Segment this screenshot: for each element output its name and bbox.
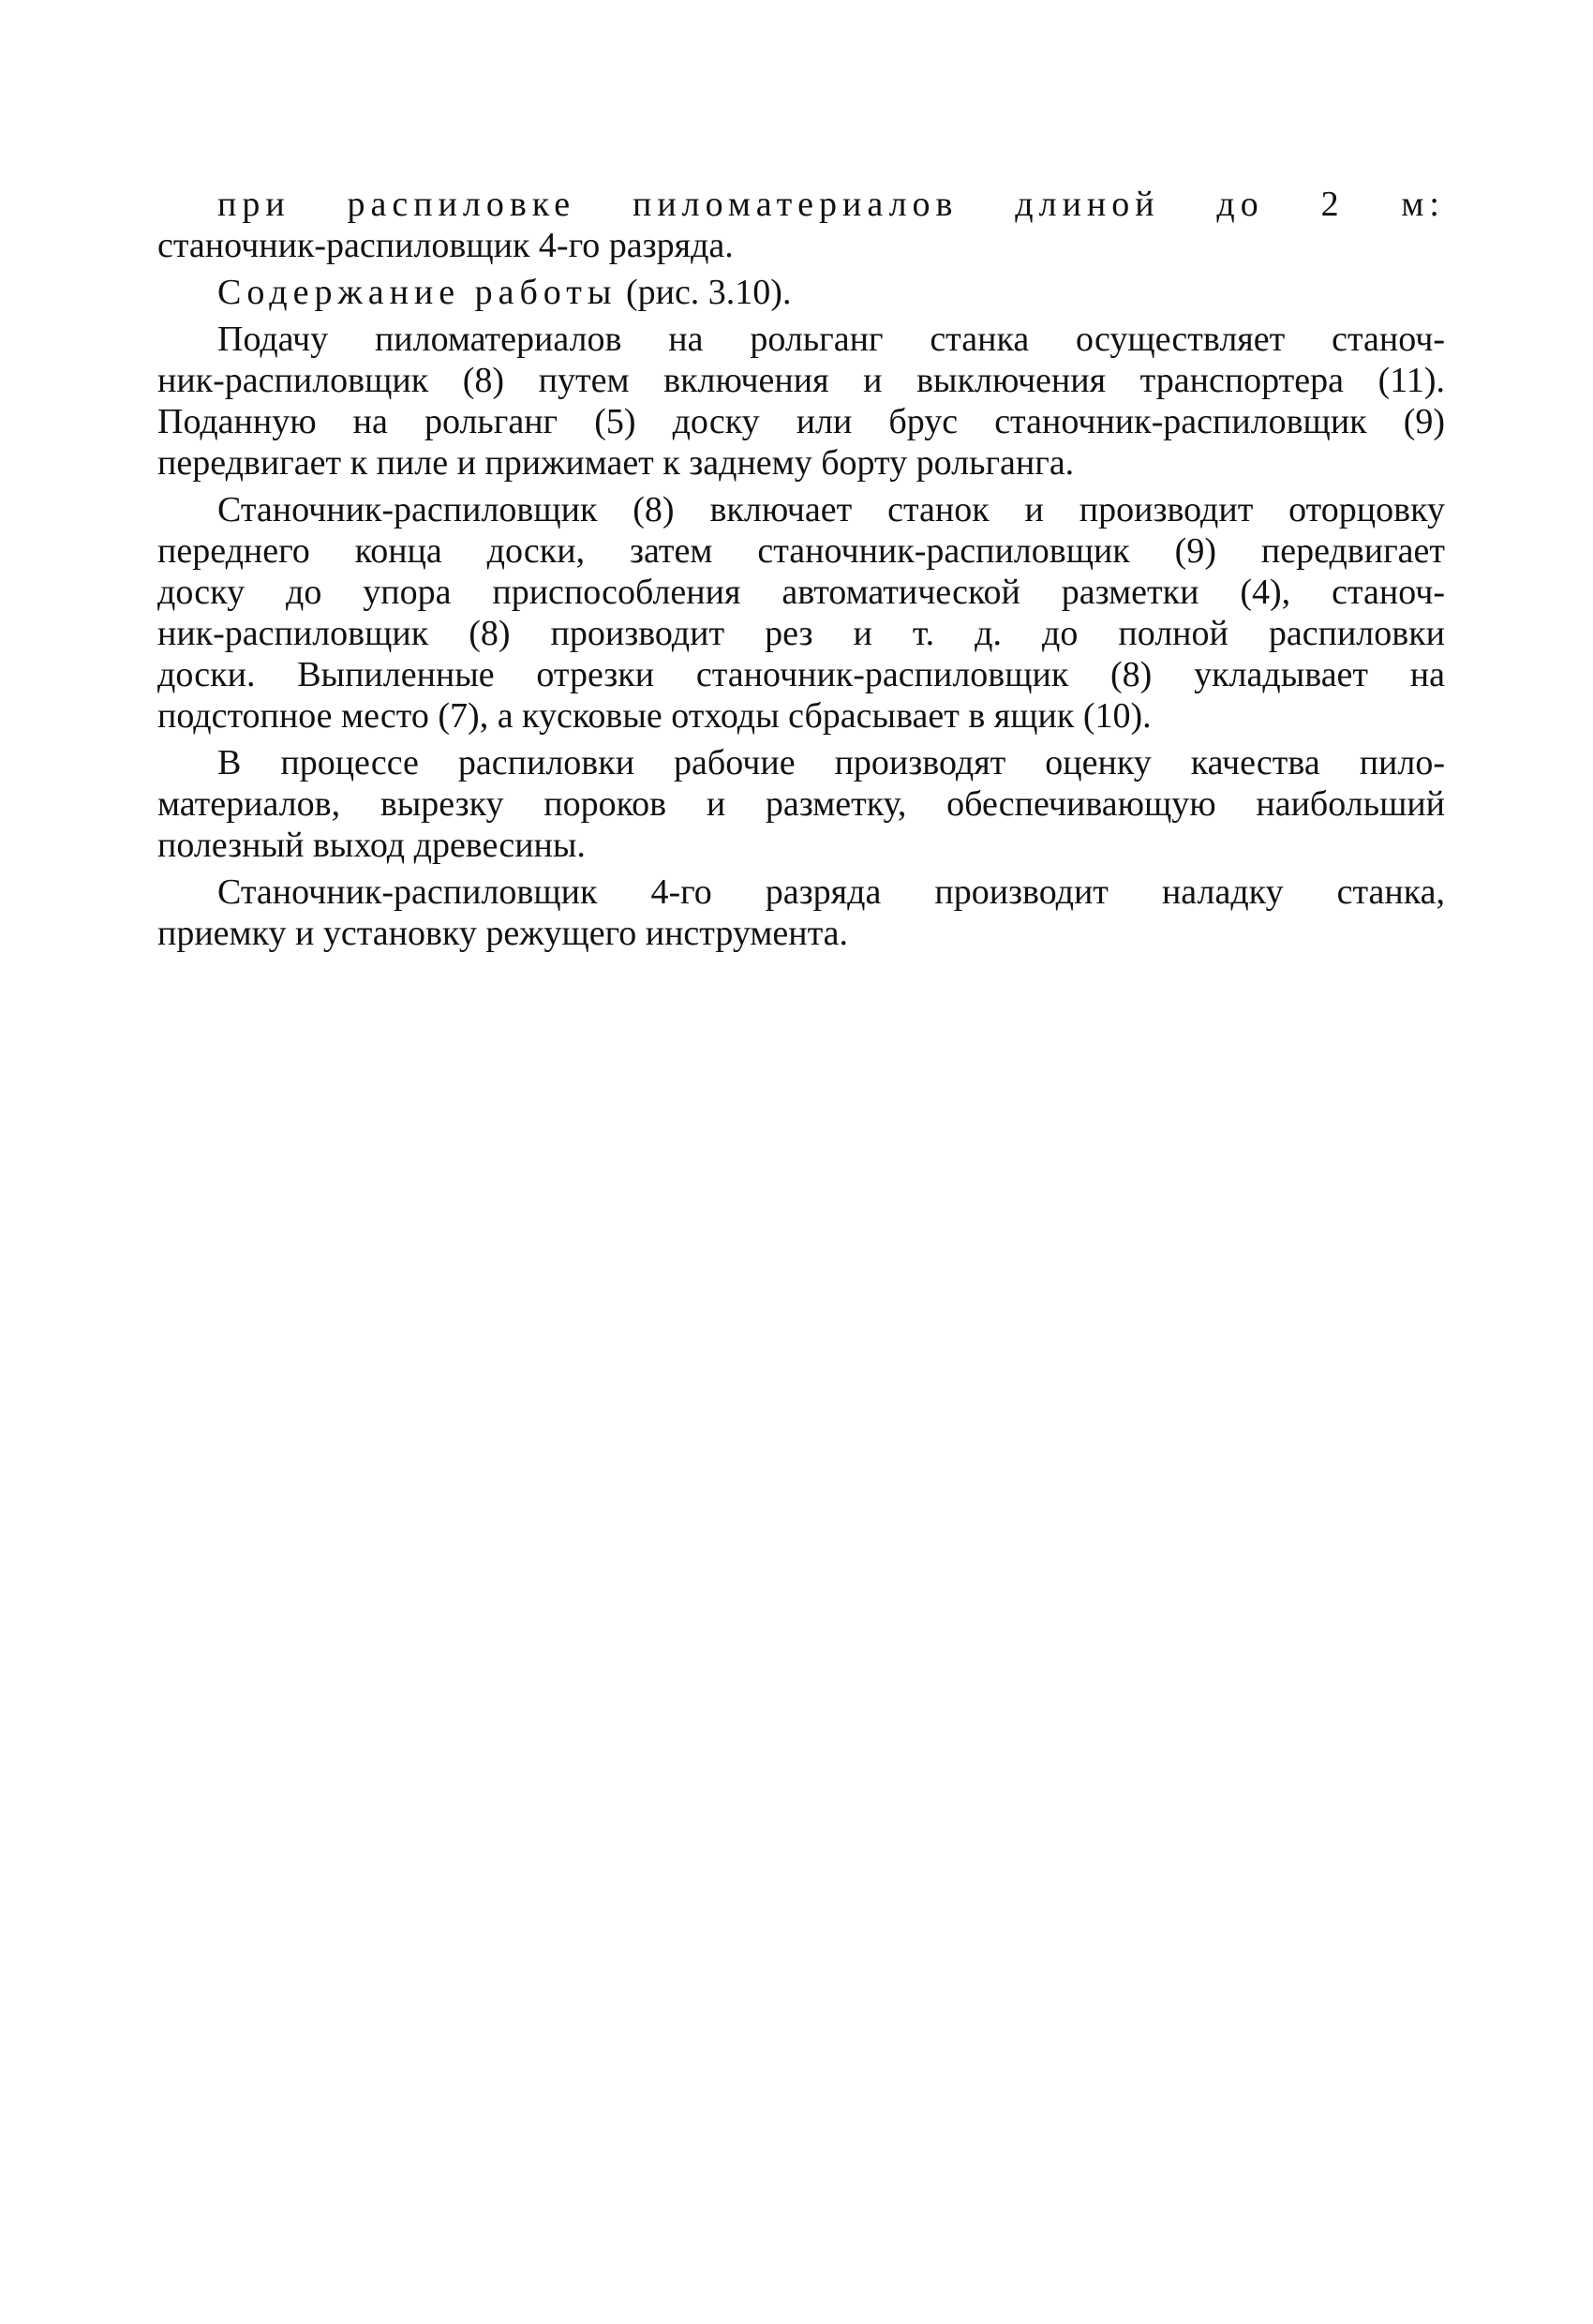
condition-block <box>157 184 1445 266</box>
text-line: ник-распиловщик (8) производит рез и т. д. до полной распиловки <box>157 614 1445 653</box>
paragraph <box>157 742 1445 866</box>
text-line: Подачу пиломатериалов на рольганг станка осуществляет станоч- <box>217 320 1445 359</box>
condition-line: станочник-распиловщик 4-го разряда. <box>157 226 734 265</box>
document-page <box>157 184 1445 960</box>
text-line: переднего конца доски, затем станочник-распиловщик (9) передвигает <box>157 531 1445 571</box>
text-line: доски. Выпиленные отрезки станочник-распиловщик (8) укладывает на <box>157 655 1445 694</box>
figure-reference: (рис. 3.10). <box>625 273 792 312</box>
paragraph <box>157 489 1445 737</box>
text-line: Станочник-распиловщик (8) включает станок и производит оторцовку <box>217 490 1445 529</box>
paragraph <box>157 319 1445 484</box>
text-line: приемку и установку режущего инструмента. <box>157 914 849 953</box>
text-line: ник-распиловщик (8) путем включения и выключения транспортера (11). <box>157 361 1445 400</box>
text-line: Станочник-распиловщик 4-го разряда производит наладку станка, <box>217 872 1445 912</box>
work-content-label: Содержание работы <box>217 273 618 312</box>
paragraph <box>157 872 1445 954</box>
text-line: В процессе распиловки рабочие производят оценку качества пило- <box>217 743 1445 782</box>
text-line: Поданную на рольганг (5) доску или брус станочник-распиловщик (9) <box>157 402 1445 441</box>
text-line: доску до упора приспособления автоматической разметки (4), станоч- <box>157 573 1445 612</box>
text-line: передвигает к пиле и прижимает к заднему борту рольганга. <box>157 443 1075 483</box>
text-line: материалов, вырезку пороков и разметку, обеспечивающую наибольший <box>157 784 1445 824</box>
text-line: полезный выход древесины. <box>157 826 586 865</box>
condition-line: при распиловке пиломатериалов длиной до 2 м: <box>217 185 1445 224</box>
text-line: подстопное место (7), а кусковые отходы сбрасывает в ящик (10). <box>157 696 1152 736</box>
work-content-heading <box>157 272 1445 313</box>
